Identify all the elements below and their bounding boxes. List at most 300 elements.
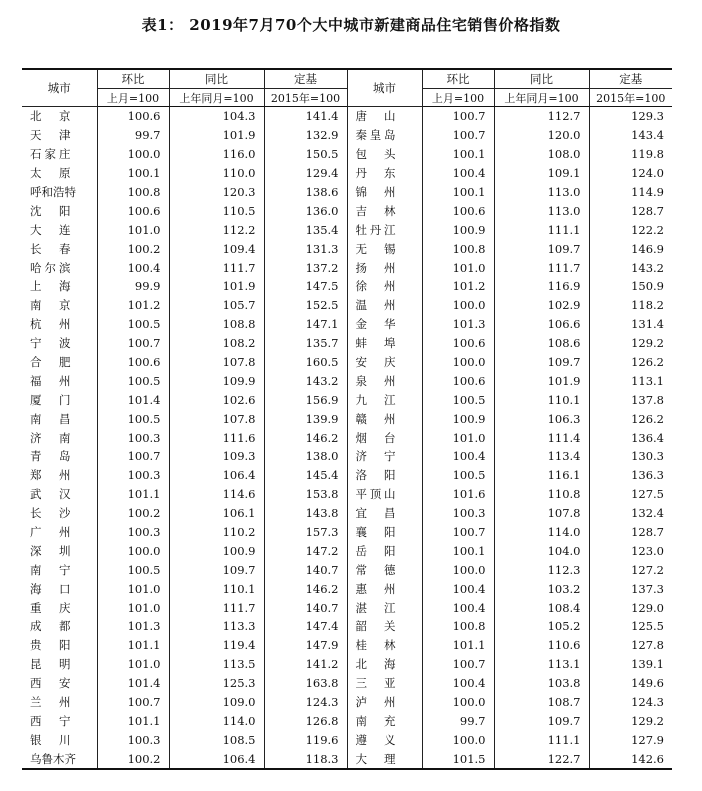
index-dj-left: 119.6 bbox=[264, 730, 347, 749]
city-name-right: 九江 bbox=[347, 390, 422, 409]
header-dj-base-left: 2015年=100 bbox=[264, 89, 347, 107]
table-row bbox=[22, 353, 672, 372]
index-hb-left: 100.7 bbox=[97, 334, 169, 353]
city-name-right: 宜昌 bbox=[347, 504, 422, 523]
city-name-left: 银川 bbox=[22, 730, 97, 749]
table-row bbox=[22, 712, 672, 731]
index-hb-right: 100.4 bbox=[422, 579, 494, 598]
city-name-left: 昆明 bbox=[22, 655, 97, 674]
index-tb-right: 103.2 bbox=[494, 579, 589, 598]
index-hb-right: 100.5 bbox=[422, 390, 494, 409]
index-hb-left: 100.3 bbox=[97, 466, 169, 485]
index-dj-left: 135.4 bbox=[264, 220, 347, 239]
index-hb-left: 101.4 bbox=[97, 674, 169, 693]
index-dj-left: 147.9 bbox=[264, 636, 347, 655]
city-name-left: 大连 bbox=[22, 220, 97, 239]
table-row bbox=[22, 636, 672, 655]
city-name-left: 广州 bbox=[22, 523, 97, 542]
city-name-left: 太原 bbox=[22, 164, 97, 183]
index-tb-left: 111.6 bbox=[169, 428, 264, 447]
index-dj-left: 118.3 bbox=[264, 749, 347, 769]
index-hb-left: 101.1 bbox=[97, 485, 169, 504]
city-name-right: 洛阳 bbox=[347, 466, 422, 485]
index-hb-right: 101.3 bbox=[422, 315, 494, 334]
city-name-right: 牡丹江 bbox=[347, 220, 422, 239]
table-row bbox=[22, 201, 672, 220]
index-dj-left: 157.3 bbox=[264, 523, 347, 542]
city-name-left: 宁波 bbox=[22, 334, 97, 353]
index-dj-right: 126.2 bbox=[589, 353, 672, 372]
index-dj-left: 163.8 bbox=[264, 674, 347, 693]
index-dj-right: 129.2 bbox=[589, 712, 672, 731]
header-hb-right: 环比 bbox=[422, 69, 494, 89]
city-name-right: 徐州 bbox=[347, 277, 422, 296]
index-hb-right: 100.7 bbox=[422, 655, 494, 674]
table-row bbox=[22, 674, 672, 693]
city-name-right: 唐山 bbox=[347, 107, 422, 126]
index-tb-left: 110.1 bbox=[169, 579, 264, 598]
city-name-left: 武汉 bbox=[22, 485, 97, 504]
header-dj-base-right: 2015年=100 bbox=[589, 89, 672, 107]
index-tb-left: 109.0 bbox=[169, 693, 264, 712]
index-dj-right: 130.3 bbox=[589, 447, 672, 466]
index-tb-right: 111.7 bbox=[494, 258, 589, 277]
index-hb-left: 100.2 bbox=[97, 504, 169, 523]
table-row bbox=[22, 693, 672, 712]
city-name-left: 上海 bbox=[22, 277, 97, 296]
index-dj-left: 152.5 bbox=[264, 296, 347, 315]
index-tb-right: 110.1 bbox=[494, 390, 589, 409]
index-tb-left: 112.2 bbox=[169, 220, 264, 239]
index-hb-left: 100.3 bbox=[97, 523, 169, 542]
index-tb-left: 109.7 bbox=[169, 560, 264, 579]
index-hb-right: 100.3 bbox=[422, 504, 494, 523]
table-row bbox=[22, 258, 672, 277]
header-hb-base-right: 上月=100 bbox=[422, 89, 494, 107]
index-dj-left: 135.7 bbox=[264, 334, 347, 353]
index-dj-right: 136.4 bbox=[589, 428, 672, 447]
table-row bbox=[22, 617, 672, 636]
index-dj-right: 143.2 bbox=[589, 258, 672, 277]
header-city-right: 城市 bbox=[347, 69, 422, 107]
index-dj-left: 141.2 bbox=[264, 655, 347, 674]
table-row bbox=[22, 598, 672, 617]
index-dj-right: 125.5 bbox=[589, 617, 672, 636]
index-hb-right: 100.7 bbox=[422, 523, 494, 542]
index-tb-right: 106.3 bbox=[494, 409, 589, 428]
index-dj-right: 127.5 bbox=[589, 485, 672, 504]
index-hb-left: 101.0 bbox=[97, 579, 169, 598]
index-hb-left: 100.8 bbox=[97, 183, 169, 202]
city-name-left: 济南 bbox=[22, 428, 97, 447]
index-tb-right: 110.6 bbox=[494, 636, 589, 655]
index-dj-right: 122.2 bbox=[589, 220, 672, 239]
index-dj-left: 156.9 bbox=[264, 390, 347, 409]
header-row bbox=[22, 69, 672, 89]
index-hb-right: 100.0 bbox=[422, 353, 494, 372]
index-hb-right: 100.8 bbox=[422, 617, 494, 636]
index-dj-left: 146.2 bbox=[264, 579, 347, 598]
city-name-right: 秦皇岛 bbox=[347, 126, 422, 145]
index-tb-left: 108.5 bbox=[169, 730, 264, 749]
index-hb-right: 100.4 bbox=[422, 447, 494, 466]
index-hb-left: 101.1 bbox=[97, 636, 169, 655]
index-hb-left: 100.4 bbox=[97, 258, 169, 277]
index-tb-right: 114.0 bbox=[494, 523, 589, 542]
index-tb-left: 107.8 bbox=[169, 353, 264, 372]
index-tb-left: 106.4 bbox=[169, 749, 264, 769]
header-city-left: 城市 bbox=[22, 69, 97, 107]
table-row bbox=[22, 523, 672, 542]
index-dj-right: 129.0 bbox=[589, 598, 672, 617]
table-row bbox=[22, 541, 672, 560]
index-dj-left: 124.3 bbox=[264, 693, 347, 712]
index-hb-right: 100.4 bbox=[422, 164, 494, 183]
index-dj-right: 131.4 bbox=[589, 315, 672, 334]
index-hb-right: 100.1 bbox=[422, 541, 494, 560]
index-hb-left: 100.5 bbox=[97, 409, 169, 428]
index-hb-right: 100.1 bbox=[422, 145, 494, 164]
index-dj-right: 146.9 bbox=[589, 239, 672, 258]
city-name-left: 沈阳 bbox=[22, 201, 97, 220]
index-hb-left: 101.2 bbox=[97, 296, 169, 315]
city-name-right: 泸州 bbox=[347, 693, 422, 712]
city-name-right: 蚌埠 bbox=[347, 334, 422, 353]
table-row bbox=[22, 107, 672, 126]
index-hb-left: 101.0 bbox=[97, 655, 169, 674]
header-dj-right: 定基 bbox=[589, 69, 672, 89]
index-tb-left: 101.9 bbox=[169, 277, 264, 296]
table-row bbox=[22, 560, 672, 579]
index-dj-left: 160.5 bbox=[264, 353, 347, 372]
city-name-right: 三亚 bbox=[347, 674, 422, 693]
table-row bbox=[22, 447, 672, 466]
city-name-left: 郑州 bbox=[22, 466, 97, 485]
city-name-right: 锦州 bbox=[347, 183, 422, 202]
index-tb-left: 110.5 bbox=[169, 201, 264, 220]
index-hb-right: 100.7 bbox=[422, 126, 494, 145]
header-tb-left: 同比 bbox=[169, 69, 264, 89]
index-hb-left: 100.5 bbox=[97, 560, 169, 579]
index-dj-right: 149.6 bbox=[589, 674, 672, 693]
index-hb-left: 101.0 bbox=[97, 598, 169, 617]
index-tb-right: 112.7 bbox=[494, 107, 589, 126]
index-hb-left: 100.0 bbox=[97, 145, 169, 164]
city-name-right: 平顶山 bbox=[347, 485, 422, 504]
table-row bbox=[22, 655, 672, 674]
table-row bbox=[22, 164, 672, 183]
index-hb-right: 100.0 bbox=[422, 296, 494, 315]
index-dj-right: 113.1 bbox=[589, 371, 672, 390]
index-tb-left: 114.6 bbox=[169, 485, 264, 504]
city-name-right: 北海 bbox=[347, 655, 422, 674]
city-name-left: 青岛 bbox=[22, 447, 97, 466]
index-tb-right: 106.6 bbox=[494, 315, 589, 334]
city-name-right: 大理 bbox=[347, 749, 422, 769]
city-name-left: 长春 bbox=[22, 239, 97, 258]
index-tb-left: 119.4 bbox=[169, 636, 264, 655]
table-row bbox=[22, 504, 672, 523]
table-row bbox=[22, 371, 672, 390]
index-tb-right: 104.0 bbox=[494, 541, 589, 560]
city-name-left: 深圳 bbox=[22, 541, 97, 560]
index-dj-left: 143.8 bbox=[264, 504, 347, 523]
index-hb-right: 100.9 bbox=[422, 409, 494, 428]
index-hb-left: 100.3 bbox=[97, 428, 169, 447]
city-name-left: 成都 bbox=[22, 617, 97, 636]
table-row bbox=[22, 466, 672, 485]
index-hb-right: 100.4 bbox=[422, 674, 494, 693]
city-name-right: 韶关 bbox=[347, 617, 422, 636]
city-name-left: 海口 bbox=[22, 579, 97, 598]
header-tb-base-left: 上年同月=100 bbox=[169, 89, 264, 107]
index-hb-right: 100.6 bbox=[422, 201, 494, 220]
city-name-right: 温州 bbox=[347, 296, 422, 315]
index-hb-left: 100.2 bbox=[97, 749, 169, 769]
index-dj-left: 138.0 bbox=[264, 447, 347, 466]
index-dj-right: 114.9 bbox=[589, 183, 672, 202]
index-dj-left: 153.8 bbox=[264, 485, 347, 504]
index-dj-right: 136.3 bbox=[589, 466, 672, 485]
index-hb-right: 101.2 bbox=[422, 277, 494, 296]
index-dj-left: 147.5 bbox=[264, 277, 347, 296]
index-dj-right: 150.9 bbox=[589, 277, 672, 296]
index-dj-left: 147.1 bbox=[264, 315, 347, 334]
table-row bbox=[22, 390, 672, 409]
index-tb-left: 108.8 bbox=[169, 315, 264, 334]
index-dj-right: 132.4 bbox=[589, 504, 672, 523]
index-tb-right: 103.8 bbox=[494, 674, 589, 693]
index-tb-left: 109.3 bbox=[169, 447, 264, 466]
city-name-left: 南昌 bbox=[22, 409, 97, 428]
index-tb-left: 104.3 bbox=[169, 107, 264, 126]
index-tb-left: 100.9 bbox=[169, 541, 264, 560]
index-tb-right: 108.4 bbox=[494, 598, 589, 617]
index-tb-left: 125.3 bbox=[169, 674, 264, 693]
index-tb-left: 114.0 bbox=[169, 712, 264, 731]
index-dj-left: 139.9 bbox=[264, 409, 347, 428]
city-name-right: 襄阳 bbox=[347, 523, 422, 542]
city-name-right: 无锡 bbox=[347, 239, 422, 258]
city-name-right: 丹东 bbox=[347, 164, 422, 183]
city-name-right: 遵义 bbox=[347, 730, 422, 749]
index-dj-left: 126.8 bbox=[264, 712, 347, 731]
city-name-right: 湛江 bbox=[347, 598, 422, 617]
city-name-left: 福州 bbox=[22, 371, 97, 390]
index-dj-right: 123.0 bbox=[589, 541, 672, 560]
index-dj-left: 150.5 bbox=[264, 145, 347, 164]
index-tb-left: 107.8 bbox=[169, 409, 264, 428]
index-dj-left: 138.6 bbox=[264, 183, 347, 202]
index-dj-left: 131.3 bbox=[264, 239, 347, 258]
index-dj-right: 127.2 bbox=[589, 560, 672, 579]
header-hb-left: 环比 bbox=[97, 69, 169, 89]
index-hb-right: 100.0 bbox=[422, 693, 494, 712]
table-row bbox=[22, 315, 672, 334]
index-tb-right: 120.0 bbox=[494, 126, 589, 145]
index-tb-right: 108.6 bbox=[494, 334, 589, 353]
index-dj-right: 127.9 bbox=[589, 730, 672, 749]
city-name-right: 烟台 bbox=[347, 428, 422, 447]
index-hb-right: 100.7 bbox=[422, 107, 494, 126]
index-tb-left: 113.5 bbox=[169, 655, 264, 674]
header-tb-base-right: 上年同月=100 bbox=[494, 89, 589, 107]
index-hb-right: 100.1 bbox=[422, 183, 494, 202]
index-hb-right: 101.0 bbox=[422, 428, 494, 447]
table-row bbox=[22, 220, 672, 239]
index-hb-left: 100.7 bbox=[97, 693, 169, 712]
index-hb-left: 100.5 bbox=[97, 315, 169, 334]
index-tb-right: 108.7 bbox=[494, 693, 589, 712]
index-tb-right: 108.0 bbox=[494, 145, 589, 164]
index-tb-right: 113.0 bbox=[494, 183, 589, 202]
index-tb-left: 109.4 bbox=[169, 239, 264, 258]
index-tb-left: 111.7 bbox=[169, 258, 264, 277]
table-row bbox=[22, 485, 672, 504]
city-name-left: 乌鲁木齐 bbox=[22, 749, 97, 769]
index-hb-left: 101.4 bbox=[97, 390, 169, 409]
index-dj-right: 139.1 bbox=[589, 655, 672, 674]
table-row bbox=[22, 579, 672, 598]
index-dj-left: 140.7 bbox=[264, 598, 347, 617]
city-name-left: 西安 bbox=[22, 674, 97, 693]
city-name-right: 安庆 bbox=[347, 353, 422, 372]
index-dj-left: 143.2 bbox=[264, 371, 347, 390]
index-dj-right: 128.7 bbox=[589, 523, 672, 542]
index-dj-left: 132.9 bbox=[264, 126, 347, 145]
index-hb-left: 100.1 bbox=[97, 164, 169, 183]
index-tb-right: 109.7 bbox=[494, 712, 589, 731]
index-tb-right: 109.7 bbox=[494, 353, 589, 372]
index-tb-left: 113.3 bbox=[169, 617, 264, 636]
index-dj-right: 127.8 bbox=[589, 636, 672, 655]
city-name-left: 厦门 bbox=[22, 390, 97, 409]
index-dj-right: 119.8 bbox=[589, 145, 672, 164]
index-tb-right: 105.2 bbox=[494, 617, 589, 636]
index-hb-right: 100.4 bbox=[422, 598, 494, 617]
index-dj-right: 124.0 bbox=[589, 164, 672, 183]
city-name-left: 合肥 bbox=[22, 353, 97, 372]
city-name-left: 兰州 bbox=[22, 693, 97, 712]
table-row bbox=[22, 334, 672, 353]
index-hb-left: 99.9 bbox=[97, 277, 169, 296]
city-name-left: 南宁 bbox=[22, 560, 97, 579]
city-name-right: 南充 bbox=[347, 712, 422, 731]
index-dj-left: 140.7 bbox=[264, 560, 347, 579]
index-hb-right: 100.0 bbox=[422, 560, 494, 579]
city-name-right: 赣州 bbox=[347, 409, 422, 428]
index-tb-right: 111.1 bbox=[494, 220, 589, 239]
index-dj-left: 137.2 bbox=[264, 258, 347, 277]
index-tb-right: 116.1 bbox=[494, 466, 589, 485]
table-body bbox=[22, 107, 672, 770]
index-tb-left: 120.3 bbox=[169, 183, 264, 202]
index-hb-left: 100.7 bbox=[97, 447, 169, 466]
index-tb-left: 101.9 bbox=[169, 126, 264, 145]
index-dj-right: 143.4 bbox=[589, 126, 672, 145]
table-row bbox=[22, 239, 672, 258]
index-dj-right: 137.8 bbox=[589, 390, 672, 409]
city-name-right: 金华 bbox=[347, 315, 422, 334]
index-dj-left: 147.2 bbox=[264, 541, 347, 560]
city-name-left: 重庆 bbox=[22, 598, 97, 617]
index-hb-right: 100.6 bbox=[422, 334, 494, 353]
index-hb-right: 100.6 bbox=[422, 371, 494, 390]
index-dj-left: 147.4 bbox=[264, 617, 347, 636]
city-name-left: 贵阳 bbox=[22, 636, 97, 655]
index-hb-left: 100.6 bbox=[97, 353, 169, 372]
index-tb-right: 109.1 bbox=[494, 164, 589, 183]
index-tb-right: 111.1 bbox=[494, 730, 589, 749]
header-hb-base-left: 上月=100 bbox=[97, 89, 169, 107]
index-dj-left: 141.4 bbox=[264, 107, 347, 126]
city-name-left: 杭州 bbox=[22, 315, 97, 334]
index-dj-right: 129.3 bbox=[589, 107, 672, 126]
city-name-left: 哈尔滨 bbox=[22, 258, 97, 277]
city-name-right: 惠州 bbox=[347, 579, 422, 598]
index-hb-left: 101.3 bbox=[97, 617, 169, 636]
index-tb-right: 107.8 bbox=[494, 504, 589, 523]
table-row bbox=[22, 749, 672, 769]
index-tb-right: 113.0 bbox=[494, 201, 589, 220]
city-name-left: 南京 bbox=[22, 296, 97, 315]
city-name-right: 泉州 bbox=[347, 371, 422, 390]
index-tb-right: 113.4 bbox=[494, 447, 589, 466]
city-name-left: 长沙 bbox=[22, 504, 97, 523]
index-dj-right: 126.2 bbox=[589, 409, 672, 428]
index-tb-right: 112.3 bbox=[494, 560, 589, 579]
city-name-right: 扬州 bbox=[347, 258, 422, 277]
table-row bbox=[22, 428, 672, 447]
index-hb-left: 100.2 bbox=[97, 239, 169, 258]
city-name-left: 天津 bbox=[22, 126, 97, 145]
index-tb-left: 108.2 bbox=[169, 334, 264, 353]
index-tb-left: 106.4 bbox=[169, 466, 264, 485]
index-tb-left: 116.0 bbox=[169, 145, 264, 164]
city-name-left: 西宁 bbox=[22, 712, 97, 731]
index-hb-right: 100.5 bbox=[422, 466, 494, 485]
index-dj-right: 124.3 bbox=[589, 693, 672, 712]
table-row bbox=[22, 126, 672, 145]
city-name-right: 包头 bbox=[347, 145, 422, 164]
index-hb-left: 101.0 bbox=[97, 220, 169, 239]
index-hb-right: 100.0 bbox=[422, 730, 494, 749]
index-dj-left: 136.0 bbox=[264, 201, 347, 220]
index-tb-right: 113.1 bbox=[494, 655, 589, 674]
index-hb-left: 100.6 bbox=[97, 201, 169, 220]
index-tb-right: 101.9 bbox=[494, 371, 589, 390]
index-tb-right: 110.8 bbox=[494, 485, 589, 504]
city-name-left: 石家庄 bbox=[22, 145, 97, 164]
city-name-left: 北京 bbox=[22, 107, 97, 126]
index-hb-left: 100.6 bbox=[97, 107, 169, 126]
index-tb-left: 111.7 bbox=[169, 598, 264, 617]
index-dj-right: 129.2 bbox=[589, 334, 672, 353]
index-tb-right: 102.9 bbox=[494, 296, 589, 315]
city-name-right: 桂林 bbox=[347, 636, 422, 655]
header-tb-right: 同比 bbox=[494, 69, 589, 89]
table-row bbox=[22, 145, 672, 164]
index-dj-right: 118.2 bbox=[589, 296, 672, 315]
table-row bbox=[22, 409, 672, 428]
city-name-right: 岳阳 bbox=[347, 541, 422, 560]
index-tb-right: 116.9 bbox=[494, 277, 589, 296]
index-tb-left: 102.6 bbox=[169, 390, 264, 409]
index-hb-right: 101.0 bbox=[422, 258, 494, 277]
index-tb-right: 109.7 bbox=[494, 239, 589, 258]
index-hb-right: 100.8 bbox=[422, 239, 494, 258]
index-hb-right: 101.5 bbox=[422, 749, 494, 769]
